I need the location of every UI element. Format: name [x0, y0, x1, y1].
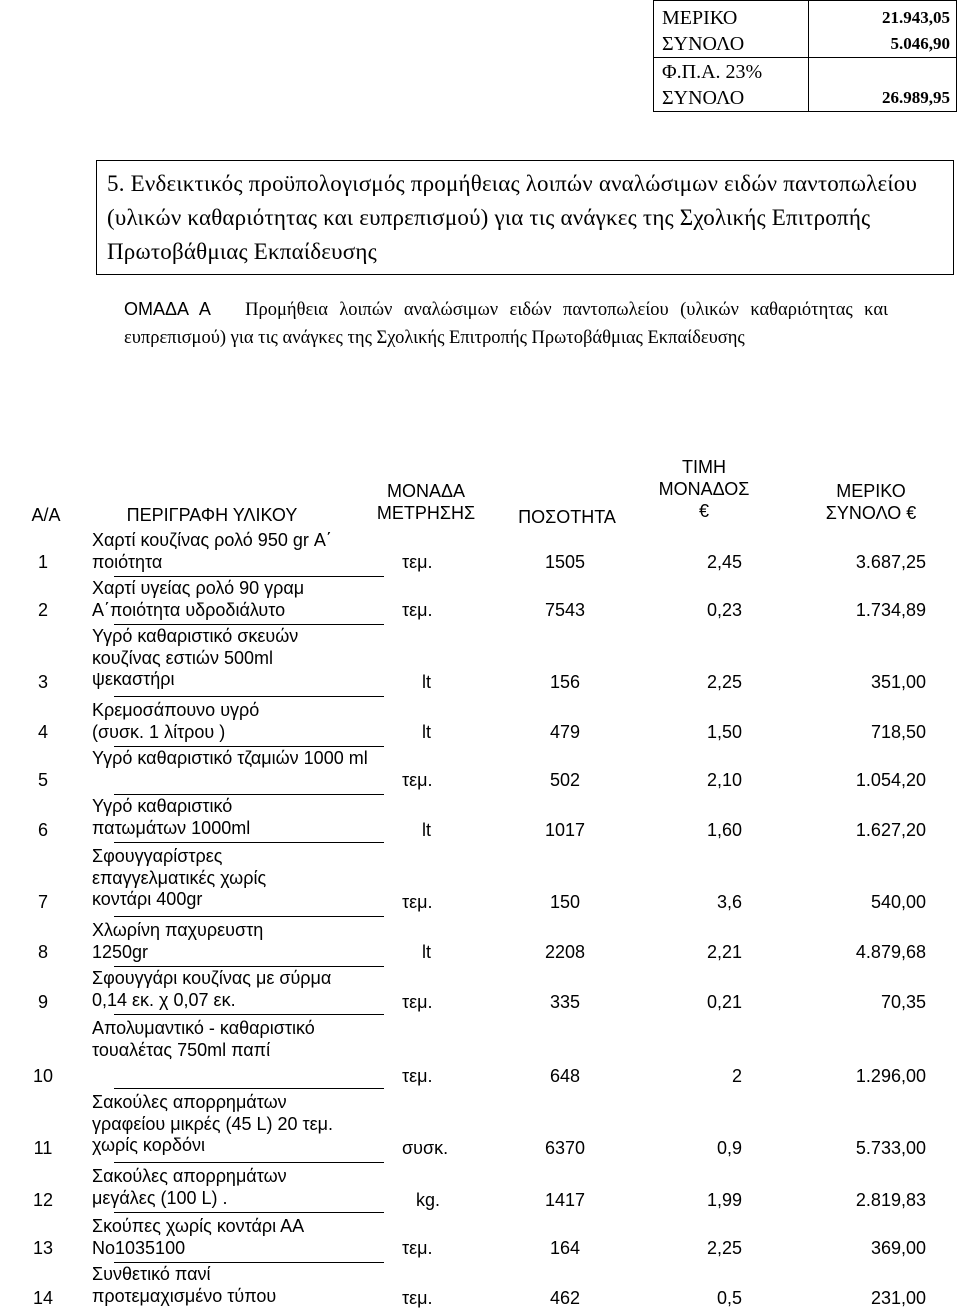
- row-price: 1,50: [706, 722, 742, 742]
- row-quantity: 502: [549, 770, 581, 790]
- row-number: 6: [37, 820, 48, 840]
- row-divider: [114, 842, 384, 843]
- row-description: Σακούλες απορρημάτων γραφείου μικρές (45 L) 20 τεμ. χωρίς κορδόνι: [92, 1092, 334, 1155]
- row-price: 3,6: [716, 892, 742, 912]
- row-quantity: 335: [549, 992, 581, 1012]
- row-quantity: 462: [549, 1288, 581, 1308]
- row-unit: τεμ.: [402, 1288, 433, 1308]
- row-quantity: 2208: [544, 942, 586, 962]
- row-unit: τεμ.: [402, 552, 433, 572]
- row-description: Υγρό καθαριστικό τζαμιών 1000 ml: [92, 748, 368, 768]
- row-number: 3: [37, 672, 48, 692]
- row-quantity: 150: [549, 892, 581, 912]
- row-price: 2: [731, 1066, 742, 1086]
- summary-value: 21.943,05: [882, 8, 950, 27]
- row-total: 1.627,20: [855, 820, 926, 840]
- row-unit: lt: [422, 942, 431, 962]
- row-quantity: 1417: [544, 1190, 586, 1210]
- row-description: Χλωρίνη παχυρευστη 1250gr: [92, 920, 264, 962]
- row-divider: [114, 966, 384, 967]
- header-price-line3: €: [698, 501, 709, 521]
- group-text: Προμήθεια λοιπών αναλώσιμων ειδών παντοπωλείου (υλικών καθαριότητας και ευπρεπισμού) για τις ανάγκες της Σχολικής Επιτροπής Πρωτοβάθμιας Εκπαίδευσης: [124, 300, 888, 348]
- row-number: 4: [37, 722, 48, 742]
- row-description: Συνθετικό πανί προτεμαχισμένο τύπου: [92, 1264, 277, 1306]
- row-unit: τεμ.: [402, 1066, 433, 1086]
- row-number: 2: [37, 600, 48, 620]
- row-quantity: 648: [549, 1066, 581, 1086]
- row-unit: συσκ.: [402, 1138, 449, 1158]
- summary-label: ΣΥΝΟΛΟ: [662, 33, 745, 55]
- row-description: Χαρτί υγείας ρολό 90 γραμ Α΄ποιότητα υδροδιάλυτο: [92, 578, 305, 620]
- row-unit: kg.: [416, 1190, 441, 1210]
- summary-divider: [654, 57, 956, 58]
- row-total: 540,00: [870, 892, 926, 912]
- row-quantity: 164: [549, 1238, 581, 1258]
- row-price: 2,45: [706, 552, 742, 572]
- row-description: Απολυμαντικό - καθαριστικό τουαλέτας 750ml παπί: [92, 1018, 315, 1060]
- row-divider: [114, 916, 384, 917]
- row-unit: τεμ.: [402, 1238, 433, 1258]
- row-description: Υγρό καθαριστικό σκευών κουζίνας εστιών 500ml ψεκαστήρι: [92, 626, 299, 689]
- row-number: 8: [37, 942, 48, 962]
- row-price: 2,25: [706, 672, 742, 692]
- row-price: 0,23: [706, 600, 742, 620]
- summary-label: ΜΕΡΙΚΟ: [662, 7, 738, 29]
- row-unit: lt: [422, 722, 431, 742]
- summary-value: 5.046,90: [890, 34, 950, 53]
- row-total: 231,00: [870, 1288, 926, 1308]
- row-divider: [114, 624, 384, 625]
- summary-label: Φ.Π.Α. 23%: [662, 61, 763, 83]
- row-number: 14: [32, 1288, 54, 1308]
- summary-value: 26.989,95: [882, 88, 950, 107]
- row-description: Σφουγγαρίστρες επαγγελματικές χωρίς κοντάρι 400gr: [92, 846, 267, 909]
- header-price-line2: ΜΟΝΑΔΟΣ: [658, 479, 750, 499]
- row-unit: τεμ.: [402, 892, 433, 912]
- row-total: 1.054,20: [855, 770, 926, 790]
- header-aa: Α/Α: [31, 505, 61, 525]
- row-total: 1.734,89: [855, 600, 926, 620]
- row-divider: [114, 1088, 384, 1089]
- row-quantity: 7543: [544, 600, 586, 620]
- row-divider: [114, 1162, 384, 1163]
- row-total: 718,50: [870, 722, 926, 742]
- row-divider: [114, 1014, 384, 1015]
- group-description: [124, 296, 888, 352]
- row-total: 2.819,83: [855, 1190, 926, 1210]
- row-number: 10: [32, 1066, 54, 1086]
- section-title: 5. Ενδεικτικός προϋπολογισμός προμήθειας λοιπών αναλώσιμων ειδών παντοπωλείου (υλικών καθαριότητας και ευπρεπισμού) για τις ανάγκες της Σχολικής Επιτροπής Πρωτοβάθμιας Εκπαίδευσης: [107, 171, 918, 264]
- summary-divider: [808, 1, 809, 111]
- header-description: ΠΕΡΙΓΡΑΦΗ ΥΛΙΚΟΥ: [126, 505, 298, 525]
- header-unit-line2: ΜΕΤΡΗΣΗΣ: [376, 503, 476, 523]
- section-heading-box: [96, 160, 954, 275]
- row-total: 5.733,00: [855, 1138, 926, 1158]
- row-description: Υγρό καθαριστικό πατωμάτων 1000ml: [92, 796, 251, 838]
- header-unit-line1: ΜΟΝΑΔΑ: [386, 481, 466, 501]
- row-total: 1.296,00: [855, 1066, 926, 1086]
- row-total: 369,00: [870, 1238, 926, 1258]
- row-description: Σφουγγάρι κουζίνας με σύρμα 0,14 εκ. χ 0,07 εκ.: [92, 968, 332, 1010]
- row-number: 7: [37, 892, 48, 912]
- row-description: Κρεμοσάπουνο υγρό (συσκ. 1 λίτρου ): [92, 700, 260, 742]
- row-description: Σκούπες χωρίς κοντάρι ΑΑ Νο1035100: [92, 1216, 304, 1258]
- row-divider: [114, 794, 384, 795]
- row-description: Σακούλες απορρημάτων μεγάλες (100 L) .: [92, 1166, 287, 1208]
- row-quantity: 1017: [544, 820, 586, 840]
- row-price: 1,99: [706, 1190, 742, 1210]
- row-quantity: 6370: [544, 1138, 586, 1158]
- row-price: 2,25: [706, 1238, 742, 1258]
- row-unit: lt: [422, 672, 431, 692]
- row-number: 11: [33, 1138, 53, 1158]
- row-divider: [114, 746, 384, 747]
- row-divider: [114, 1212, 384, 1213]
- row-number: 1: [37, 552, 48, 572]
- row-price: 0,5: [716, 1288, 742, 1308]
- group-lead: ΟΜΑΔΑ Α: [124, 299, 211, 319]
- header-total-line1: ΜΕΡΙΚΟ: [836, 481, 906, 501]
- row-price: 2,10: [706, 770, 742, 790]
- row-number: 9: [37, 992, 48, 1012]
- row-unit: τεμ.: [402, 600, 433, 620]
- row-divider: [114, 696, 384, 697]
- row-quantity: 156: [549, 672, 581, 692]
- row-number: 5: [37, 770, 48, 790]
- row-price: 0,21: [706, 992, 742, 1012]
- header-price-line1: ΤΙΜΗ: [682, 457, 726, 477]
- row-quantity: 479: [549, 722, 581, 742]
- row-divider: [114, 1262, 384, 1263]
- summary-label: ΣΥΝΟΛΟ: [662, 87, 745, 109]
- row-total: 3.687,25: [855, 552, 926, 572]
- header-total-line2: ΣΥΝΟΛΟ €: [825, 503, 917, 523]
- row-price: 0,9: [716, 1138, 742, 1158]
- row-unit: τεμ.: [402, 992, 433, 1012]
- row-price: 2,21: [706, 942, 742, 962]
- row-divider: [114, 576, 384, 577]
- row-unit: lt: [422, 820, 431, 840]
- header-quantity: ΠΟΣΟΤΗΤΑ: [518, 507, 616, 527]
- row-total: 4.879,68: [855, 942, 926, 962]
- row-description: Χαρτί κουζίνας ρολό 950 gr Α΄ ποιότητα: [92, 530, 332, 572]
- row-total: 70,35: [880, 992, 926, 1012]
- row-number: 12: [32, 1190, 54, 1210]
- row-unit: τεμ.: [402, 770, 433, 790]
- row-price: 1,60: [706, 820, 742, 840]
- row-number: 13: [32, 1238, 54, 1258]
- summary-table: [653, 0, 957, 112]
- row-quantity: 1505: [544, 552, 586, 572]
- row-total: 351,00: [870, 672, 926, 692]
